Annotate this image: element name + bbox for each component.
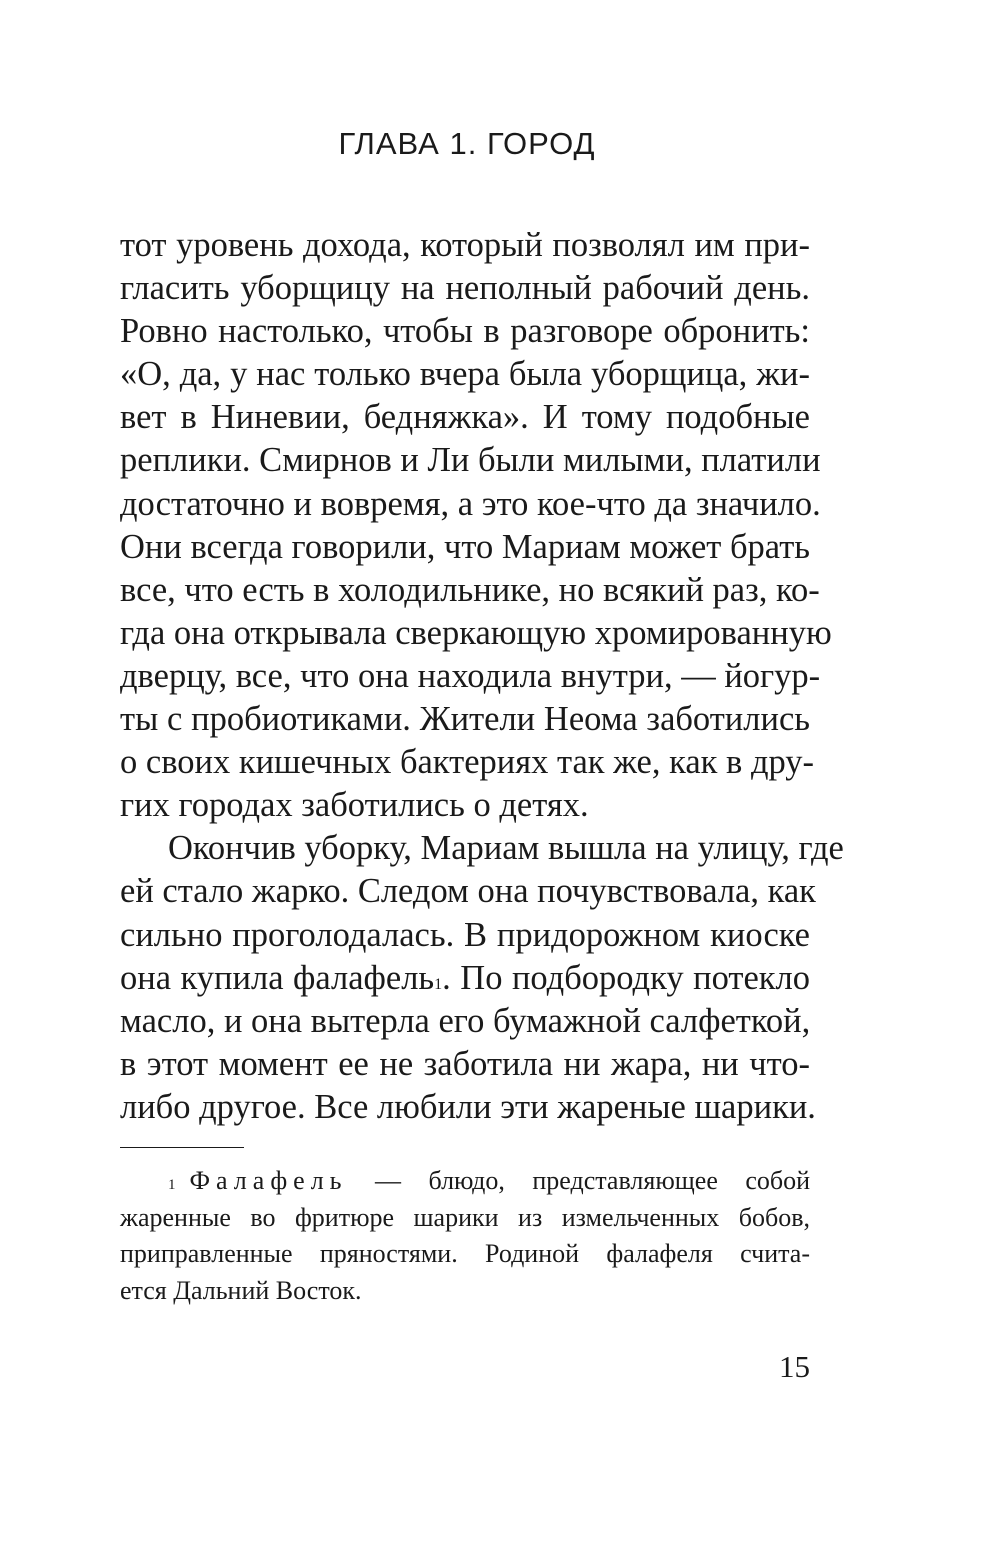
- text-line: сильно проголодалась. В придорожном киоске: [120, 915, 810, 954]
- footnote-line: приправленные пряностями. Родиной фалафеля счита-: [120, 1239, 810, 1268]
- footnote-line: жаренные во фритюре шарики из измельченных бобов,: [120, 1202, 810, 1232]
- text-line: масло, и она вытерла его бумажной салфеткой,: [120, 1001, 811, 1040]
- text-line: Они всегда говорили, что Мариам может брать: [120, 527, 810, 566]
- text-line: Ровно настолько, чтобы в разговоре обронить:: [120, 312, 810, 351]
- text-line: реплики. Смирнов и Ли были милыми, платили: [120, 441, 821, 480]
- text-line: гда она открывала сверкающую хромированную: [120, 613, 832, 652]
- text-line: в этот момент ее не заботила ни жара, ни что-: [120, 1044, 810, 1083]
- text-line: ты с пробиотиками. Жители Неома заботились: [120, 700, 810, 739]
- footnote-term: Фалафель: [189, 1166, 348, 1195]
- footnote-first-line: [120, 1163, 810, 1200]
- running-header: [0, 126, 1000, 162]
- text-line: достаточно и вовремя, а это кое-что да значило.: [120, 484, 821, 523]
- text-line: «О, да, у нас только вчера была уборщица, жи-: [120, 355, 810, 394]
- text-line: вет в Ниневии, бедняжка». И тому подобные: [120, 398, 810, 437]
- page-number: 15: [779, 1349, 810, 1384]
- text-line-with-footnote-ref: [120, 957, 810, 1000]
- falafel-text-after: . По подбородку потекло: [442, 958, 810, 997]
- body-text: [120, 224, 844, 1129]
- footnote-number: 1: [168, 1177, 176, 1193]
- text-line: гласить уборщицу на неполный рабочий день.: [120, 269, 810, 308]
- text-line: дверцу, все, что она находила внутри, — йогур-: [120, 656, 821, 695]
- text-line: тот уровень дохода, который позволял им при-: [120, 226, 810, 264]
- falafel-text: она купила фалафель: [120, 958, 435, 997]
- text-line: ей стало жарко. Следом она почувствовала, как: [120, 872, 816, 911]
- chapter-title: ГЛАВА 1. ГОРОД: [338, 126, 596, 161]
- footnote-separator: [120, 1147, 244, 1148]
- footnote-definition-start: — блюдо, представляющее собой: [375, 1166, 811, 1195]
- paragraph-end-line: гих городах заботились о детях.: [120, 786, 589, 825]
- text-line: либо другое. Все любили эти жареные шарики.: [120, 1087, 816, 1126]
- footnote: [120, 1163, 810, 1309]
- footnote-line: ется Дальний Восток.: [120, 1275, 362, 1305]
- footnote-reference[interactable]: 1: [434, 975, 443, 993]
- text-line: все, что есть в холодильнике, но всякий раз, ко-: [120, 570, 820, 609]
- paragraph-start-line: Окончив уборку, Мариам вышла на улицу, где: [168, 829, 844, 868]
- text-line: о своих кишечных бактериях так же, как в дру-: [120, 743, 815, 782]
